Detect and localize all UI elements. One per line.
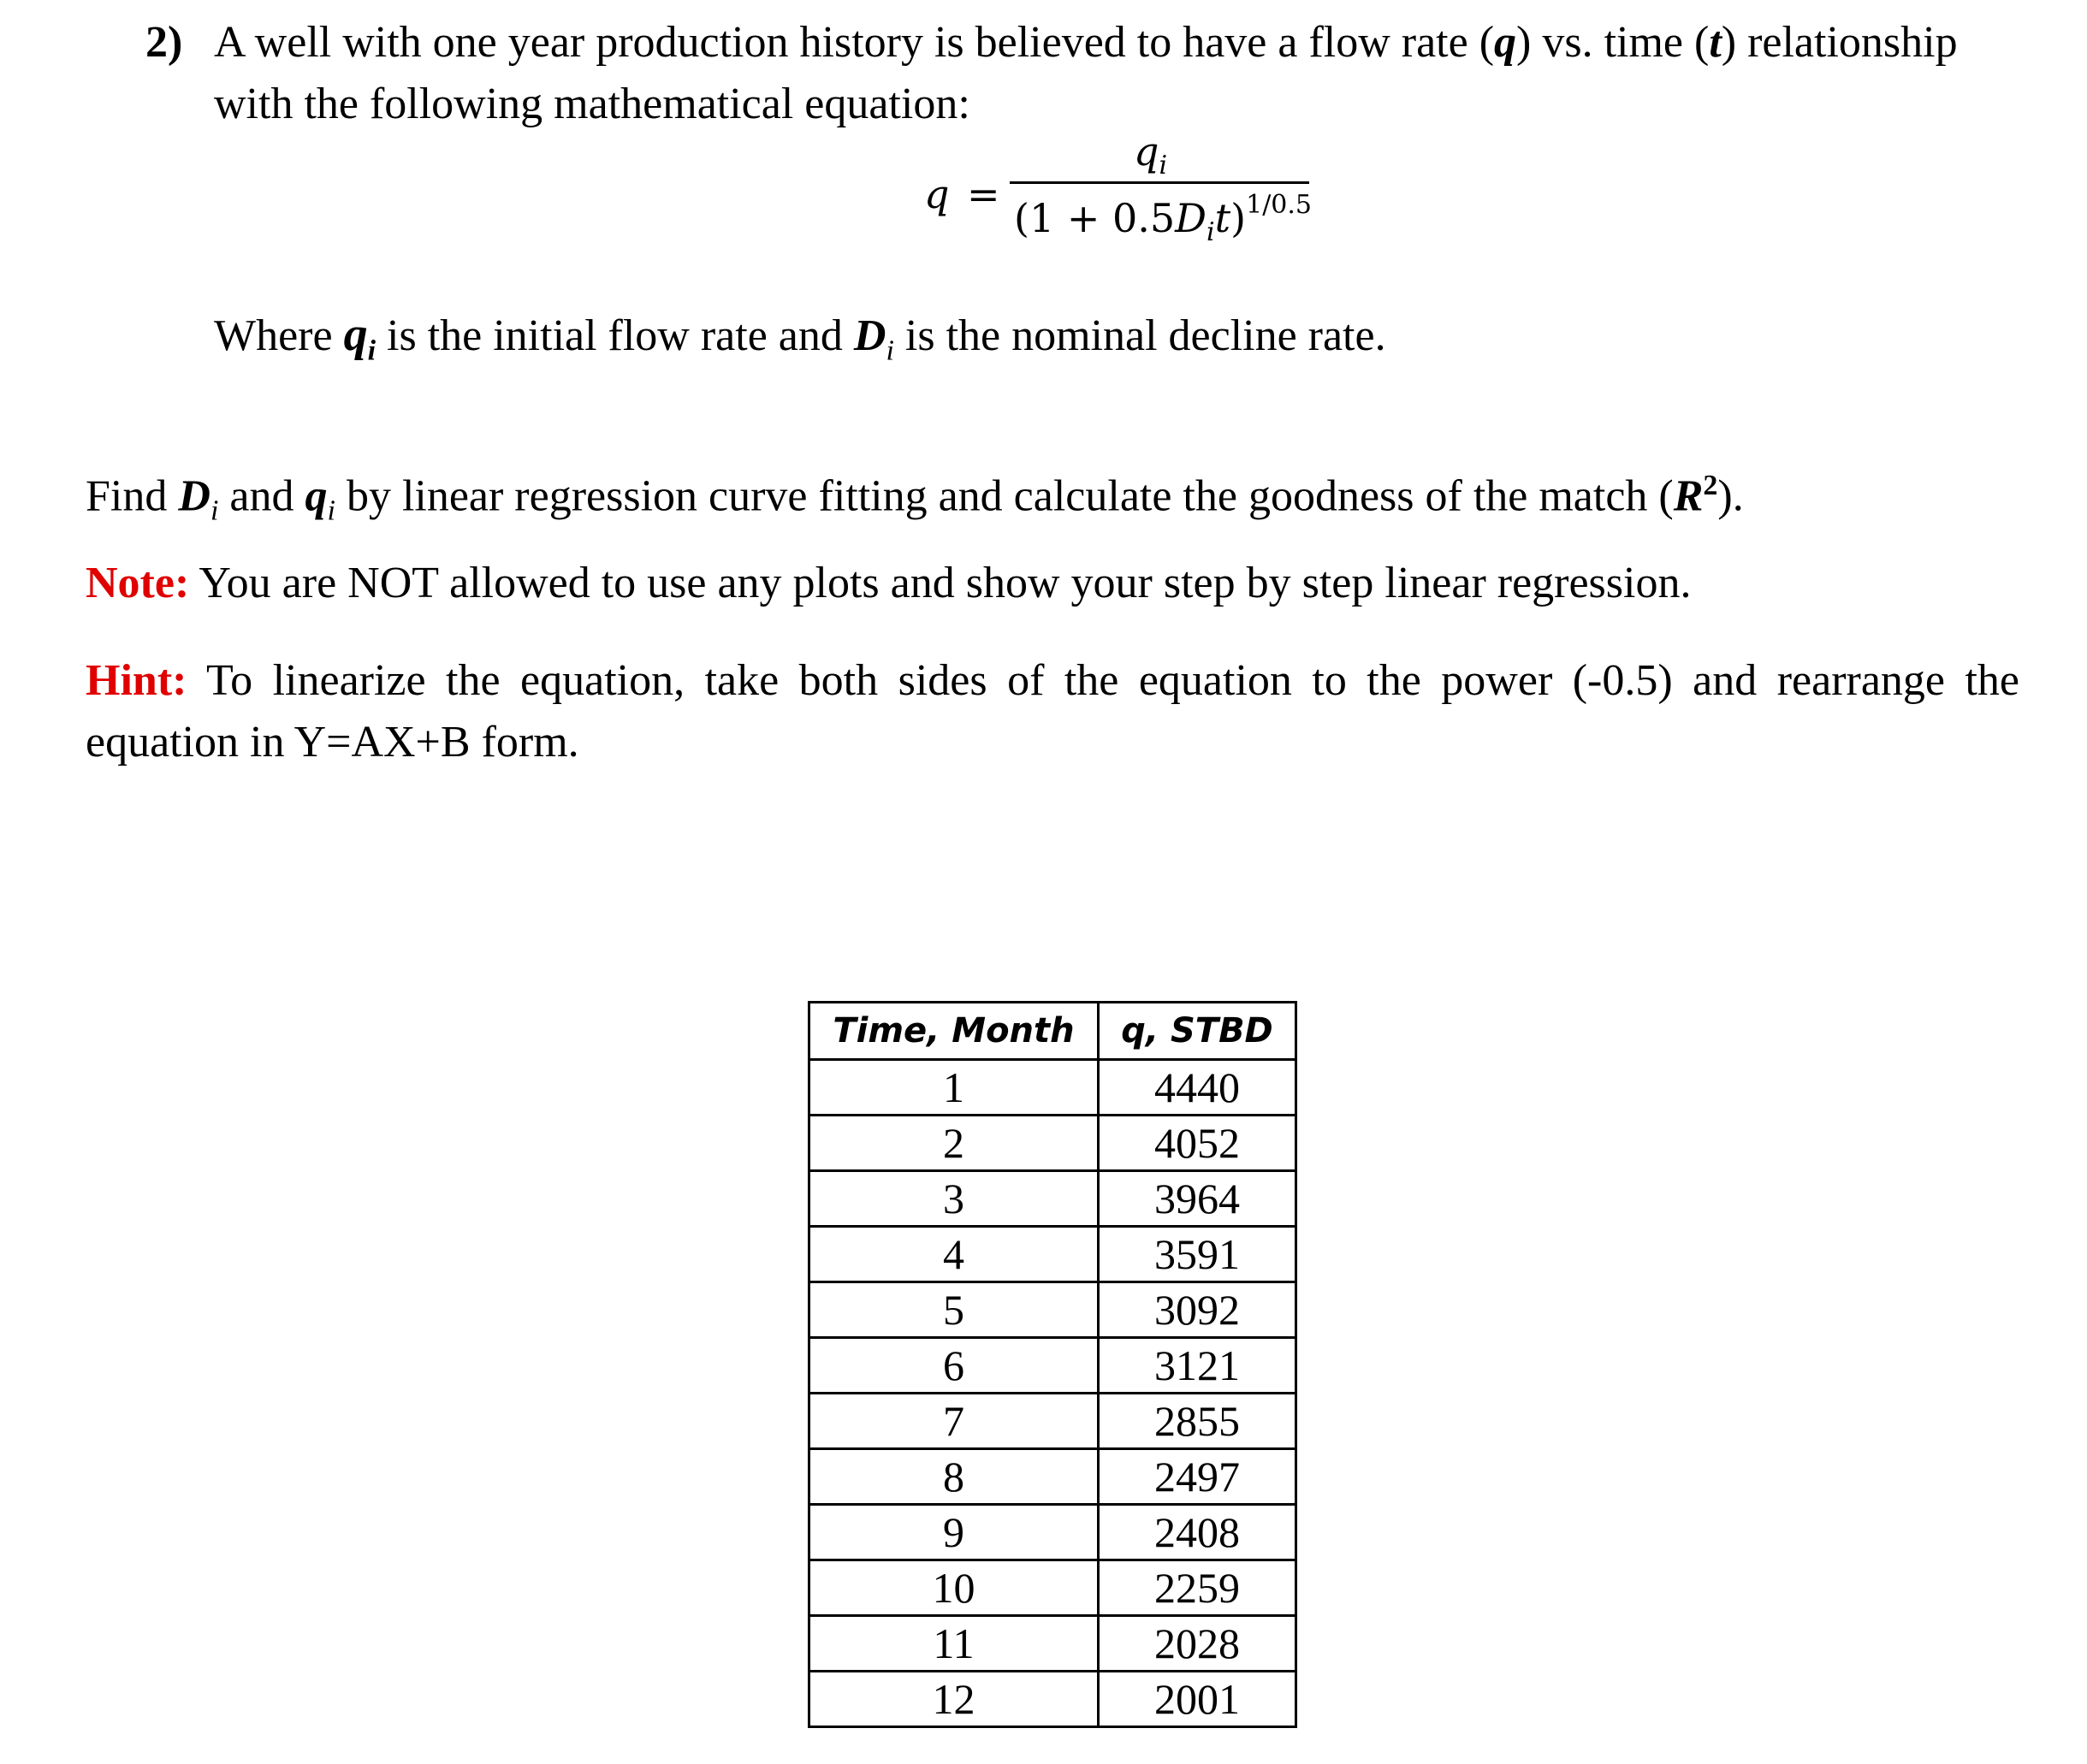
note-paragraph: [86, 553, 1691, 614]
rate-cell: 4052: [1099, 1116, 1296, 1171]
rate-cell: 3964: [1099, 1171, 1296, 1227]
table-row: [809, 1171, 1296, 1227]
hint-paragraph: [86, 650, 2019, 773]
time-cell: 12: [809, 1672, 1099, 1727]
rate-cell: 3121: [1099, 1338, 1296, 1394]
numerator-var: q: [1134, 128, 1159, 175]
rate-cell: 2028: [1099, 1616, 1296, 1672]
time-cell: 9: [809, 1505, 1099, 1560]
denominator-a: (1 + 0.5: [1014, 195, 1176, 241]
where-text-b: is the initial flow rate and: [376, 311, 854, 360]
table-row: [809, 1060, 1296, 1116]
rate-cell: 2259: [1099, 1560, 1296, 1616]
denominator-sub: i: [1207, 217, 1215, 248]
rate-cell: 3092: [1099, 1282, 1296, 1338]
rate-cell: 4440: [1099, 1060, 1296, 1116]
table-row: [809, 1116, 1296, 1171]
rate-cell: 2497: [1099, 1449, 1296, 1505]
equals-sign: =: [967, 171, 1000, 217]
time-cell: 2: [809, 1116, 1099, 1171]
problem-statement: [145, 12, 2028, 135]
equation-denominator: [1014, 190, 1312, 247]
time-cell: 8: [809, 1449, 1099, 1505]
table-row: [809, 1616, 1296, 1672]
note-text: You are NOT allowed to use any plots and show your step by step linear regression.: [189, 559, 1692, 607]
rate-cell: 3591: [1099, 1227, 1296, 1282]
table-row: [809, 1282, 1296, 1338]
qi-sub: i: [327, 494, 335, 527]
fraction-bar: [1010, 181, 1309, 184]
time-cell: 7: [809, 1394, 1099, 1449]
q-variable: q: [1494, 18, 1517, 67]
t-variable: t: [1709, 18, 1722, 67]
denominator-d: D: [1175, 195, 1207, 241]
denominator-b: ): [1230, 195, 1247, 241]
r-sup: 2: [1703, 470, 1718, 501]
table-row: [809, 1560, 1296, 1616]
r-variable: R: [1673, 471, 1704, 521]
rate-cell: 2001: [1099, 1672, 1296, 1727]
di-variable: D: [853, 311, 886, 360]
where-text-a: Where: [214, 311, 344, 360]
production-table: [808, 1001, 1297, 1728]
where-text-c: is the nominal decline rate.: [893, 311, 1386, 360]
table-row: [809, 1227, 1296, 1282]
table-row: [809, 1672, 1296, 1727]
table-header-row: [809, 1003, 1296, 1060]
di-sub: i: [210, 494, 219, 527]
problem-text-b: ) vs. time (: [1516, 18, 1710, 67]
time-cell: 1: [809, 1060, 1099, 1116]
decline-equation: [924, 128, 1318, 265]
table-row: [809, 1505, 1296, 1560]
header-time: Time, Month: [809, 1003, 1099, 1060]
find-text-b: and: [218, 471, 305, 521]
variable-definitions: [214, 304, 1386, 382]
equation-numerator: [1134, 128, 1167, 181]
find-text-d: ).: [1717, 471, 1744, 521]
problem-body: [214, 12, 2028, 135]
task-statement: [86, 455, 1744, 542]
problem-number: 2): [145, 18, 183, 67]
qi-variable: q: [343, 308, 368, 361]
di-sub: i: [886, 334, 894, 367]
hint-text: To linearize the equation, take both sides of the equation to the power (-0.5) and rearrange the equation in Y=AX+B form.: [86, 656, 2019, 767]
exponent: 1/0.5: [1246, 190, 1313, 220]
problem-text-c: ) relationship with the following mathematical equation:: [214, 18, 1958, 128]
time-cell: 11: [809, 1616, 1099, 1672]
di-variable: D: [178, 471, 210, 521]
find-text-c: by linear regression curve fitting and calculate the goodness of the match (: [335, 471, 1674, 521]
equation-lhs: q: [924, 171, 950, 217]
numerator-sub: i: [1159, 151, 1168, 181]
rate-cell: 2408: [1099, 1505, 1296, 1560]
find-text-a: Find: [86, 471, 179, 521]
time-cell: 6: [809, 1338, 1099, 1394]
problem-text-a: A well with one year production history is believed to have a flow rate (: [214, 18, 1495, 67]
rate-cell: 2855: [1099, 1394, 1296, 1449]
time-cell: 4: [809, 1227, 1099, 1282]
time-cell: 3: [809, 1171, 1099, 1227]
denominator-t: t: [1214, 195, 1231, 241]
table-row: [809, 1338, 1296, 1394]
table-row: [809, 1394, 1296, 1449]
time-cell: 10: [809, 1560, 1099, 1616]
table-row: [809, 1449, 1296, 1505]
qi-variable: q: [305, 471, 328, 521]
header-rate: q, STBD: [1099, 1003, 1296, 1060]
qi-sub: i: [367, 334, 376, 367]
note-label: Note:: [86, 559, 190, 607]
time-cell: 5: [809, 1282, 1099, 1338]
hint-label: Hint:: [86, 656, 187, 705]
